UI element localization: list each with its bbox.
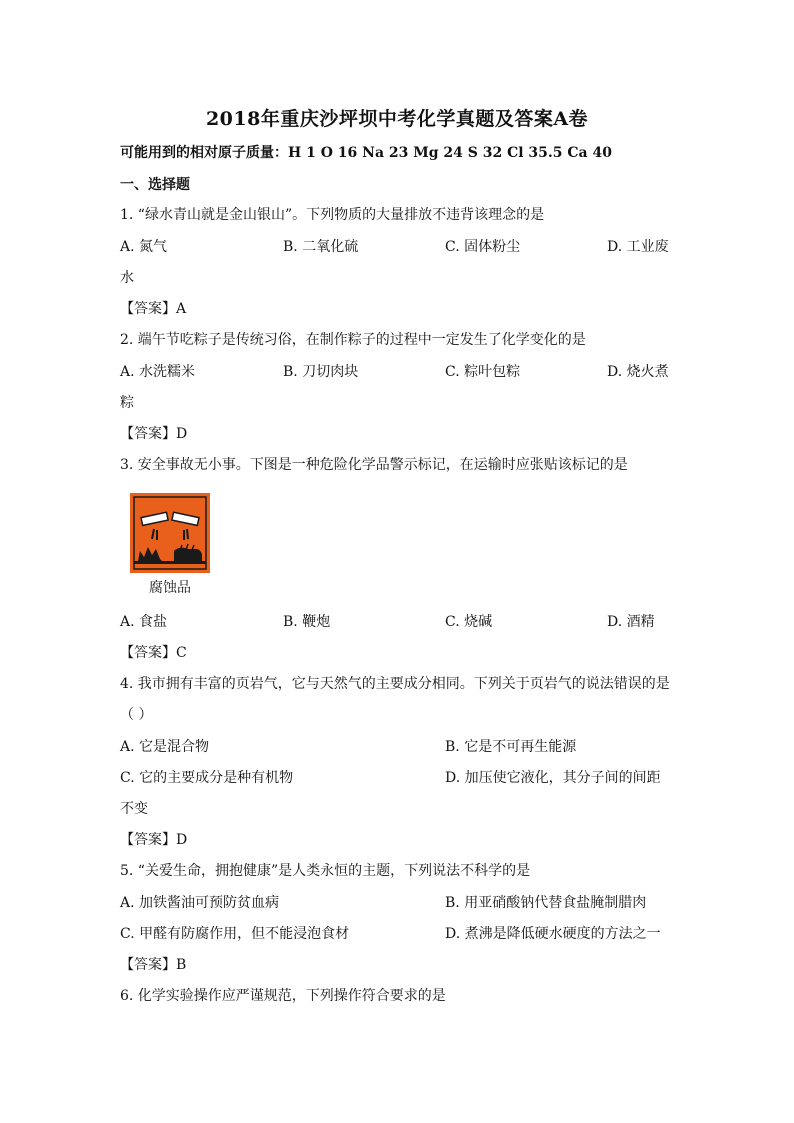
question-1-option-b: B. 二氧化硫: [283, 239, 359, 255]
question-1-stem: 1. “绿水青山就是金山银山”。下列物质的大量排放不违背该理念的是: [120, 207, 545, 223]
corrosive-hazard-icon: [130, 493, 210, 573]
question-4-option-d-wrap: 不变: [120, 801, 148, 817]
question-1-option-a: A. 氮气: [120, 239, 168, 255]
question-5-option-d: D. 煮沸是降低硬水硬度的方法之一: [445, 926, 661, 942]
question-3-option-b: B. 鞭炮: [283, 614, 331, 630]
question-4-option-c: C. 它的主要成分是种有机物: [120, 770, 294, 786]
page-title: 2018年重庆沙坪坝中考化学真题及答案A卷: [205, 108, 589, 130]
question-5-stem: 5. “关爱生命，拥抱健康”是人类永恒的主题，下列说法不科学的是: [120, 863, 531, 879]
question-5-option-a: A. 加铁酱油可预防贫血病: [120, 895, 280, 911]
question-5-answer: 【答案】B: [120, 957, 187, 973]
question-2-option-b: B. 刀切肉块: [283, 364, 359, 380]
question-2-stem: 2. 端午节吃粽子是传统习俗，在制作粽子的过程中一定发生了化学变化的是: [120, 332, 586, 348]
question-1-option-d: D. 工业废: [607, 239, 669, 255]
question-2-answer: 【答案】D: [120, 426, 188, 442]
question-3-stem: 3. 安全事故无小事。下图是一种危险化学品警示标记，在运输时应张贴该标记的是: [120, 457, 628, 473]
question-4-option-a: A. 它是混合物: [120, 739, 210, 755]
question-2-option-d: D. 烧火煮: [607, 364, 669, 380]
question-4-stem-wrap: （ ）: [120, 707, 153, 723]
question-3-option-a: A. 食盐: [120, 614, 168, 630]
question-4-option-b: B. 它是不可再生能源: [445, 739, 577, 755]
section-title: 一、选择题: [120, 177, 190, 193]
question-2-option-d-wrap: 粽: [120, 395, 134, 411]
question-3-option-c: C. 烧碱: [445, 614, 493, 630]
question-5-option-c: C. 甲醛有防腐作用，但不能浸泡食材: [120, 926, 350, 942]
question-2-option-c: C. 粽叶包粽: [445, 364, 521, 380]
figure-caption: 腐蚀品: [149, 580, 191, 596]
question-6-stem: 6. 化学实验操作应严谨规范，下列操作符合要求的是: [120, 988, 446, 1004]
question-2-option-a: A. 水洗糯米: [120, 364, 196, 380]
question-3-answer: 【答案】C: [120, 645, 187, 661]
question-1-option-c: C. 固体粉尘: [445, 239, 521, 255]
question-5-option-b: B. 用亚硝酸钠代替食盐腌制腊肉: [445, 895, 647, 911]
atomic-masses-line: 可能用到的相对原子质量：H 1 O 16 Na 23 Mg 24 S 32 Cl 35.5 Ca 40: [120, 145, 612, 161]
question-4-option-d: D. 加压使它液化，其分子间的间距: [445, 770, 661, 786]
question-1-answer: 【答案】A: [120, 301, 187, 317]
question-4-answer: 【答案】D: [120, 832, 188, 848]
question-4-stem: 4. 我市拥有丰富的页岩气，它与天然气的主要成分相同。下列关于页岩气的说法错误的是: [120, 676, 670, 692]
question-1-option-d-wrap: 水: [120, 270, 134, 286]
question-3-option-d: D. 酒精: [607, 614, 655, 630]
